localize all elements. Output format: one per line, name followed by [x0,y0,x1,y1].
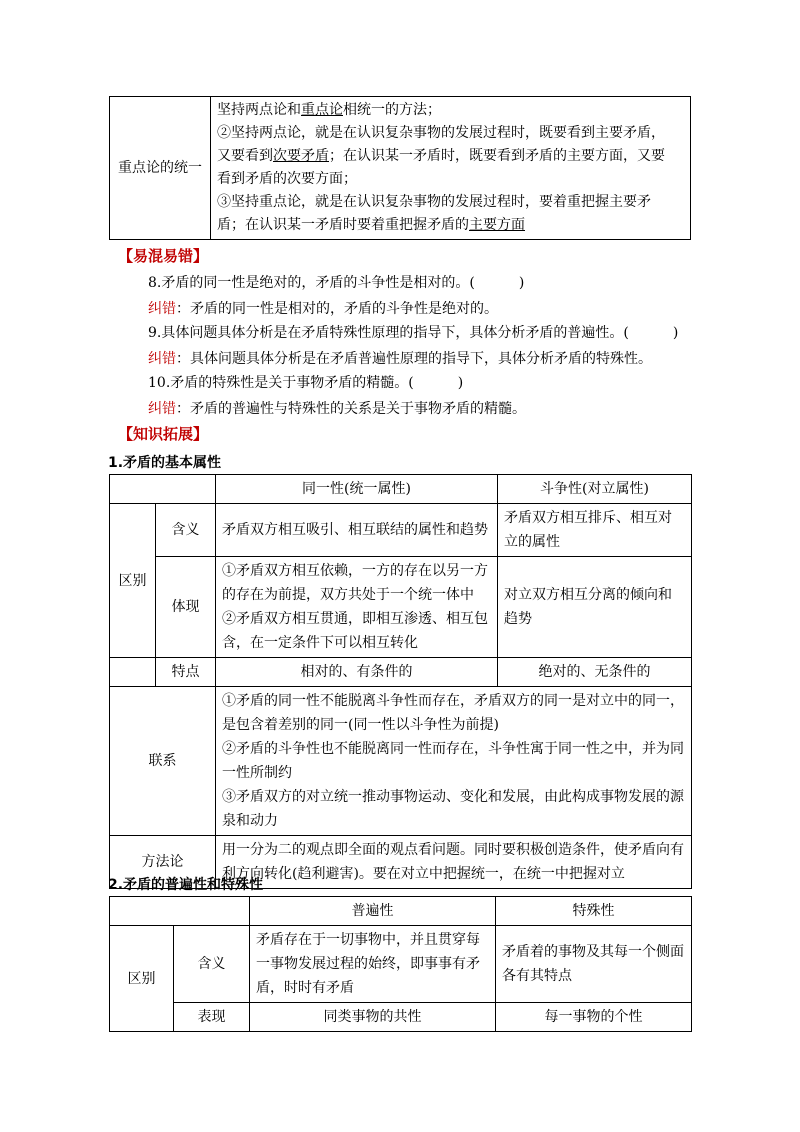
feature-identity: 相对的、有条件的 [216,658,498,687]
attributes-table [109,474,692,889]
correction-8: 纠错：矛盾的同一性是相对的，矛盾的斗争性是绝对的。 [148,301,498,317]
question-9: 9.具体问题具体分析是在矛盾特殊性原理的指导下，具体分析矛盾的普遍性。( ) [148,325,679,341]
question-10: 10.矛盾的特殊性是关于事物矛盾的精髓。( ) [148,375,464,391]
relation-content: ①矛盾的同一性不能脱离斗争性而存在，矛盾双方的同一是对立中的同一，是包含着差别的同一(同一性以斗争性为前提) ②矛盾的斗争性也不能脱离同一性而存在，斗争性寓于同一性之中，并为同一性所制约 ③矛盾双方的对立统一推动事物运动、变化和发展，由此构成事物发展的源泉和动力 [216,687,692,836]
show-universality: 同类事物的共性 [250,1003,496,1032]
section-confuse-heading: 【易混易错】 [118,247,209,265]
header-universality: 普遍性 [250,897,496,926]
meaning-label-2: 含义 [174,926,250,1003]
relation-label: 联系 [110,687,216,836]
principle-content: 坚持两点论和重点论相统一的方法； ②坚持两点论，就是在认识复杂事物的发展过程时，既要看到主要矛盾， 又要看到次要矛盾；在认识某一矛盾时，既要看到矛盾的主要方面，又要 看到矛盾的次要方面； ③坚持重点论，就是在认识复杂事物的发展过程时，要着重把握主要矛 盾；在认识某一矛盾时要着重把握矛盾的主要方面 [211,97,691,240]
embody-label: 体现 [156,557,216,658]
meaning-identity: 矛盾双方相互吸引、相互联结的属性和趋势 [216,504,498,557]
meaning-universality: 矛盾存在于一切事物中，并且贯穿每一事物发展过程的始终，即事事有矛盾，时时有矛盾 [250,926,496,1003]
show-label: 表现 [174,1003,250,1032]
distinction-label: 区别 [110,504,156,658]
header-identity: 同一性(统一属性) [216,475,498,504]
feature-label: 特点 [156,658,216,687]
method-label: 方法论 [110,836,216,889]
question-8: 8.矛盾的同一性是绝对的，矛盾的斗争性是相对的。( ) [148,275,525,291]
meaning-label: 含义 [156,504,216,557]
embody-identity: ①矛盾双方相互依赖，一方的存在以另一方的存在为前提，双方共处于一个统一体中 ②矛盾双方相互贯通，即相互渗透、相互包含，在一定条件下可以相互转化 [216,557,498,658]
principle-label: 重点论的统一 [110,97,211,240]
header-particularity: 特殊性 [496,897,692,926]
universality-table [109,896,692,1032]
section-expand-heading: 【知识拓展】 [118,425,209,443]
distinction-label-2: 区别 [110,926,174,1032]
method-content: 用一分为二的观点即全面的观点看问题。同时要积极创造条件，使矛盾向有利方向转化(趋利避害)。要在对立中把握统一，在统一中把握对立 [216,836,692,889]
subheading-2: 2.矛盾的普遍性和特殊性 [108,877,264,893]
feature-struggle: 绝对的、无条件的 [498,658,692,687]
embody-struggle: 对立双方相互分离的倾向和趋势 [498,557,692,658]
subheading-1: 1.矛盾的基本属性 [108,455,222,471]
show-particularity: 每一事物的个性 [496,1003,692,1032]
meaning-struggle: 矛盾双方相互排斥、相互对立的属性 [498,504,692,557]
meaning-particularity: 矛盾着的事物及其每一个侧面各有其特点 [496,926,692,1003]
correction-9: 纠错：具体问题具体分析是在矛盾普遍性原理的指导下，具体分析矛盾的特殊性。 [148,351,652,367]
header-struggle: 斗争性(对立属性) [498,475,692,504]
correction-10: 纠错：矛盾的普遍性与特殊性的关系是关于事物矛盾的精髓。 [148,401,526,417]
principle-table [109,96,691,240]
